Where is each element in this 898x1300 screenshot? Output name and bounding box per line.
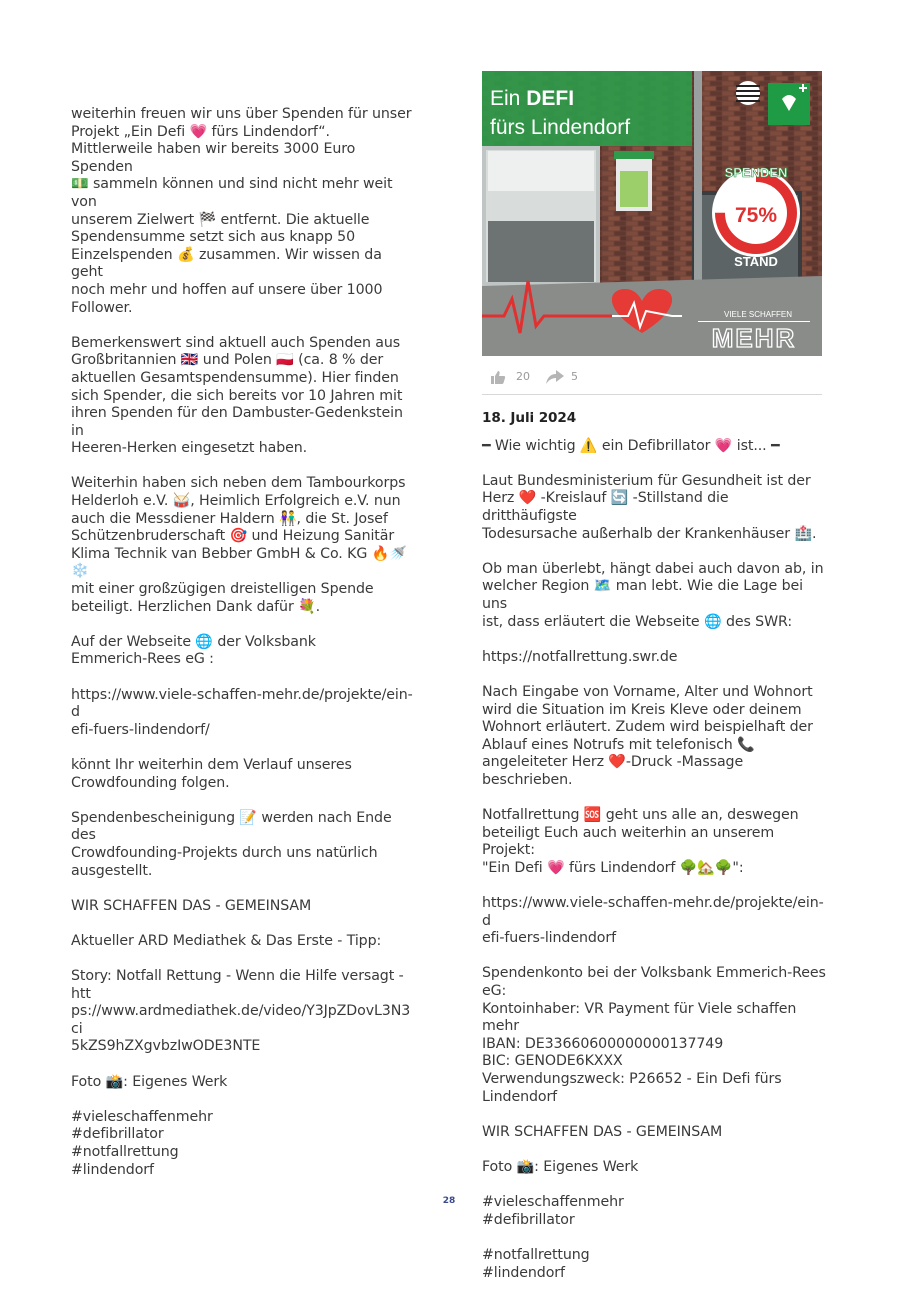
text-line[interactable]: #notfallrettung xyxy=(71,1144,179,1161)
text-line: weiterhin freuen wir uns über Spenden für unser xyxy=(71,106,412,122)
share-icon[interactable] xyxy=(546,370,564,387)
poster-title-line1: Ein DEFI xyxy=(490,87,575,110)
text-line: Heeren-Herken eingesetzt haben. xyxy=(71,440,308,457)
text-line: noch mehr und hoffen auf unsere über 1000 xyxy=(71,281,383,298)
paragraph xyxy=(71,335,416,458)
text-line: ist, dass erläutert die Webseite 🌐 des SWR: xyxy=(482,613,793,630)
text-line[interactable]: #lindendorf xyxy=(71,1161,154,1178)
text-line[interactable]: #defibrillator xyxy=(71,1126,164,1143)
text-line[interactable]: #vieleschaffenmehr xyxy=(482,1194,624,1211)
text-line[interactable]: #defibrillator xyxy=(482,1211,575,1228)
paragraph xyxy=(71,687,416,740)
text-line[interactable]: #vieleschaffenmehr xyxy=(71,1108,213,1125)
text-line: Auf der Webseite 🌐 der Volksbank xyxy=(71,633,316,650)
defi-poster xyxy=(482,71,822,356)
paragraph xyxy=(482,684,827,790)
text-line: Projekt „Ein Defi 💗 fürs Lindendorf“. xyxy=(71,123,330,140)
text-line: Lindendorf xyxy=(482,1088,558,1105)
text-line: ps://www.ardmediathek.de/video/Y3JpZDovL3N3ci xyxy=(71,1003,411,1037)
text-line: Herz ❤️ -Kreislauf 🔄 -Stillstand die dritthäufigste xyxy=(482,490,729,524)
text-line: beteiligt. Herzlichen Dank dafür 💐. xyxy=(71,598,321,615)
text-line: Mittlerweile haben wir bereits 3000 Euro Spenden xyxy=(71,141,356,175)
paragraph xyxy=(71,1109,416,1179)
paragraph xyxy=(71,968,416,1056)
text-line: beteiligt Euch auch weiterhin an unserem Projekt: xyxy=(482,824,775,859)
text-line: "Ein Defi 💗 fürs Lindendorf 🌳🏡🌳": xyxy=(482,859,744,876)
text-line: Nach Eingabe von Vorname, Alter und Wohnort xyxy=(482,683,813,700)
text-line: unserem Zielwert 🏁 entfernt. Die aktuelle xyxy=(71,211,370,228)
paragraph xyxy=(71,810,416,880)
text-line: ausgestellt. xyxy=(71,862,153,879)
paragraph xyxy=(482,473,827,543)
text-line: Foto 📸: Eigenes Werk xyxy=(71,1073,228,1090)
share-count: 5 xyxy=(571,370,578,383)
text-line: WIR SCHAFFEN DAS - GEMEINSAM xyxy=(71,897,312,914)
paragraph xyxy=(482,1159,827,1177)
left-text-column xyxy=(71,106,416,1197)
post-image[interactable] xyxy=(482,71,822,356)
paragraph xyxy=(482,438,827,456)
text-line: IBAN: DE33660600000000137749 xyxy=(482,1035,724,1052)
text-line: auch die Messdiener Haldern 👫, die St. Josef xyxy=(71,510,388,527)
text-line: efi-fuers-lindendorf xyxy=(482,930,616,947)
text-line: Weiterhin haben sich neben dem Tambourkorps xyxy=(71,475,406,492)
text-line: Bemerkenswert sind aktuell auch Spenden aus xyxy=(71,334,401,351)
paragraph xyxy=(71,933,416,951)
paragraph xyxy=(71,898,416,916)
badge-top-label: SPENDEN xyxy=(724,165,788,180)
text-line: Klima Technik van Bebber GmbH & Co. KG 🔥🚿❄️ xyxy=(71,545,407,580)
text-line[interactable]: https://www.viele-schaffen-mehr.de/projekte/ein-d xyxy=(71,686,413,721)
like-count: 20 xyxy=(516,370,530,383)
text-line: Kontoinhaber: VR Payment für Viele schaffen mehr xyxy=(482,1000,797,1035)
paragraph xyxy=(482,649,827,667)
text-line: WIR SCHAFFEN DAS - GEMEINSAM xyxy=(482,1123,723,1140)
text-line: Follower. xyxy=(71,299,133,316)
text-line: Crowdfounding folgen. xyxy=(71,774,230,791)
text-line: BIC: GENODE6KXXX xyxy=(482,1053,623,1070)
poster-title-line2: fürs Lindendorf xyxy=(490,116,631,139)
text-line: welcher Region 🗺️ man lebt. Wie die Lage bei uns xyxy=(482,578,803,612)
brand-big: MEHR xyxy=(711,323,797,353)
right-text-column xyxy=(482,410,827,1300)
page-number: 28 xyxy=(442,1196,456,1206)
brand-small: VIELE SCHAFFEN xyxy=(723,310,793,319)
paragraph xyxy=(71,475,416,616)
text-line[interactable]: https://www.viele-schaffen-mehr.de/projekte/ein-d xyxy=(482,895,824,929)
text-line: Notfallrettung 🆘 geht uns alle an, deswegen xyxy=(482,807,799,824)
text-line: Todesursache außerhalb der Krankenhäuser 🏥. xyxy=(482,525,817,542)
paragraph xyxy=(482,807,827,877)
text-line: Spendenbescheinigung 📝 werden nach Ende des xyxy=(71,809,392,844)
text-line: angeleiteter Herz ❤️-Druck -Massage beschrieben. xyxy=(482,754,744,788)
text-line: Einzelspenden 💰 zusammen. Wir wissen da geht xyxy=(71,246,382,281)
text-line: aktuellen Gesamtspendensumme). Hier finden xyxy=(71,369,399,386)
paragraph xyxy=(482,965,827,1106)
paragraph xyxy=(482,895,827,948)
text-line: Großbritannien 🇬🇧 und Polen 🇵🇱 (ca. 8 % der xyxy=(71,352,384,369)
text-line: efi-fuers-lindendorf/ xyxy=(71,721,210,738)
text-line: 5kZS9hZXgvbzIwODE3NTE xyxy=(71,1038,261,1055)
text-line: Story: Notfall Rettung - Wenn die Hilfe versagt - htt xyxy=(71,968,404,1002)
text-line: Laut Bundesministerium für Gesundheit ist der xyxy=(482,472,811,489)
text-line: Wohnort erläutert. Zudem wird beispielhaft der xyxy=(482,719,813,736)
right-paragraphs xyxy=(482,438,827,1283)
like-icon[interactable] xyxy=(490,370,506,387)
text-line: Emmerich-Rees eG : xyxy=(71,651,214,668)
post-date: 18. Juli 2024 xyxy=(482,410,577,426)
paragraph xyxy=(71,1074,416,1092)
text-line: ihren Spenden für den Dambuster-Gedenkstein in xyxy=(71,405,403,439)
paragraph xyxy=(71,634,416,669)
text-line: Crowdfounding-Projekts durch uns natürlich xyxy=(71,844,378,861)
text-line: eG: xyxy=(482,983,507,999)
donation-percent: 75% xyxy=(734,204,778,227)
text-line: könnt Ihr weiterhin dem Verlauf unseres xyxy=(71,756,352,773)
text-line: sich Spender, die sich bereits vor 10 Jahren mit xyxy=(71,387,403,404)
paragraph xyxy=(482,1247,827,1282)
text-line: Ob man überlebt, hängt dabei auch davon ab, in xyxy=(482,560,824,577)
text-line[interactable]: #notfallrettung xyxy=(482,1246,590,1263)
text-line: 💵 sammeln können und sind nicht mehr weit von xyxy=(71,176,393,210)
text-line: mit einer großzügigen dreistelligen Spende xyxy=(71,581,374,598)
text-line[interactable]: https://notfallrettung.swr.de xyxy=(482,648,678,665)
text-line: Spendenkonto bei der Volksbank Emmerich-Rees xyxy=(482,965,826,982)
text-line: Aktueller ARD Mediathek & Das Erste - Tipp: xyxy=(71,932,382,949)
social-bar xyxy=(482,368,822,390)
text-line[interactable]: #lindendorf xyxy=(482,1264,565,1281)
text-line: wird die Situation im Kreis Kleve oder deinem xyxy=(482,701,802,718)
text-line: Verwendungszweck: P26652 - Ein Defi fürs xyxy=(482,1070,782,1087)
text-line: Spendensumme setzt sich aus knapp 50 xyxy=(71,229,356,246)
text-line: Schützenbruderschaft 🎯 und Heizung Sanitär xyxy=(71,528,395,545)
text-line: Foto 📸: Eigenes Werk xyxy=(482,1158,639,1175)
text-line: ━ Wie wichtig ⚠️ ein Defibrillator 💗 ist... ━ xyxy=(482,437,780,454)
text-line: Helderloh e.V. 🥁, Heimlich Erfolgreich e.V. nun xyxy=(71,493,401,510)
paragraph xyxy=(71,106,416,317)
paragraph xyxy=(71,757,416,792)
divider xyxy=(482,394,822,395)
paragraph xyxy=(482,561,827,631)
text-line: Ablauf eines Notrufs mit telefonisch 📞 xyxy=(482,736,755,753)
badge-bottom-label: STAND xyxy=(734,254,778,269)
paragraph xyxy=(482,1124,827,1142)
